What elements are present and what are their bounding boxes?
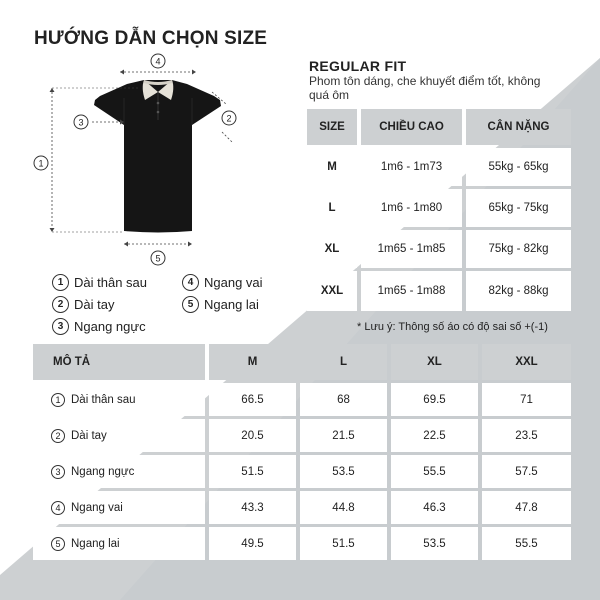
size-xl-header: XL: [391, 344, 478, 380]
height-cell: 1m6 - 1m80: [361, 189, 462, 227]
measurement-label: Ngang vai: [71, 501, 123, 514]
svg-text:2: 2: [226, 113, 232, 124]
table-row-label: [33, 383, 205, 416]
value-cell: 49.5: [209, 527, 296, 560]
height-cell: 1m65 - 1m85: [361, 230, 462, 268]
legend-label: Dài thân sau: [74, 275, 147, 290]
weight-cell: 55kg - 65kg: [466, 148, 571, 186]
table-row-label: [33, 527, 205, 560]
measurement-label: Ngang lai: [71, 537, 120, 550]
legend-item-2: [52, 296, 114, 313]
value-cell: 71: [482, 383, 571, 416]
svg-text:4: 4: [155, 56, 161, 67]
value-cell: 51.5: [209, 455, 296, 488]
size-xxl-header: XXL: [482, 344, 571, 380]
size-cell: L: [307, 189, 357, 227]
height-cell: 1m65 - 1m88: [361, 271, 462, 311]
legend-item-1: [52, 274, 147, 291]
page-title: HƯỚNG DẪN CHỌN SIZE: [34, 28, 268, 49]
number-badge: 5: [182, 296, 199, 313]
tolerance-note: * Lưu ý: Thông số áo có độ sai số +(-1): [357, 321, 548, 333]
legend-item-4: [182, 274, 263, 291]
value-cell: 43.3: [209, 491, 296, 524]
value-cell: 21.5: [300, 419, 387, 452]
value-cell: 44.8: [300, 491, 387, 524]
value-cell: 69.5: [391, 383, 478, 416]
value-cell: 53.5: [391, 527, 478, 560]
number-badge: 4: [51, 501, 65, 515]
number-badge: 1: [52, 274, 69, 291]
measurement-label: Dài tay: [71, 429, 107, 442]
value-cell: 53.5: [300, 455, 387, 488]
value-cell: 22.5: [391, 419, 478, 452]
value-cell: 47.8: [482, 491, 571, 524]
value-cell: 55.5: [482, 527, 571, 560]
value-cell: 51.5: [300, 527, 387, 560]
measurement-label: Ngang ngực: [71, 465, 135, 478]
value-cell: 55.5: [391, 455, 478, 488]
value-cell: 23.5: [482, 419, 571, 452]
table-row-label: [33, 491, 205, 524]
legend-label: Ngang ngực: [74, 319, 146, 334]
value-cell: 20.5: [209, 419, 296, 452]
size-header: SIZE: [307, 109, 357, 145]
value-cell: 46.3: [391, 491, 478, 524]
shirt-illustration: [28, 48, 258, 270]
measurement-label: Dài thân sau: [71, 393, 136, 406]
size-cell: XL: [307, 230, 357, 268]
weight-header: CÂN NẶNG: [466, 109, 571, 145]
number-badge: 2: [51, 429, 65, 443]
size-cell: XXL: [307, 271, 357, 311]
number-badge: 5: [51, 537, 65, 551]
legend-label: Ngang vai: [204, 275, 263, 290]
svg-text:3: 3: [78, 117, 84, 128]
legend-label: Ngang lai: [204, 297, 259, 312]
value-cell: 68: [300, 383, 387, 416]
svg-text:1: 1: [38, 158, 44, 169]
value-cell: 66.5: [209, 383, 296, 416]
number-badge: 3: [51, 465, 65, 479]
number-badge: 4: [182, 274, 199, 291]
svg-text:5: 5: [155, 253, 161, 264]
description-header: MÔ TẢ: [33, 344, 205, 380]
table-row-label: [33, 419, 205, 452]
height-cell: 1m6 - 1m73: [361, 148, 462, 186]
number-badge: 2: [52, 296, 69, 313]
table-row-label: [33, 455, 205, 488]
legend-item-3: [52, 318, 146, 335]
value-cell: 57.5: [482, 455, 571, 488]
legend-label: Dài tay: [74, 297, 115, 312]
fit-title: REGULAR FIT: [309, 58, 407, 74]
fit-description: Phom tôn dáng, che khuyết điểm tốt, không quá ôm: [309, 74, 541, 102]
weight-cell: 65kg - 75kg: [466, 189, 571, 227]
weight-cell: 82kg - 88kg: [466, 271, 571, 311]
legend-item-5: [182, 296, 259, 313]
height-header: CHIỀU CAO: [361, 109, 462, 145]
number-badge: 1: [51, 393, 65, 407]
measurement-legend: [52, 272, 292, 338]
size-m-header: M: [209, 344, 296, 380]
number-badge: 3: [52, 318, 69, 335]
size-l-header: L: [300, 344, 387, 380]
weight-cell: 75kg - 82kg: [466, 230, 571, 268]
size-cell: M: [307, 148, 357, 186]
